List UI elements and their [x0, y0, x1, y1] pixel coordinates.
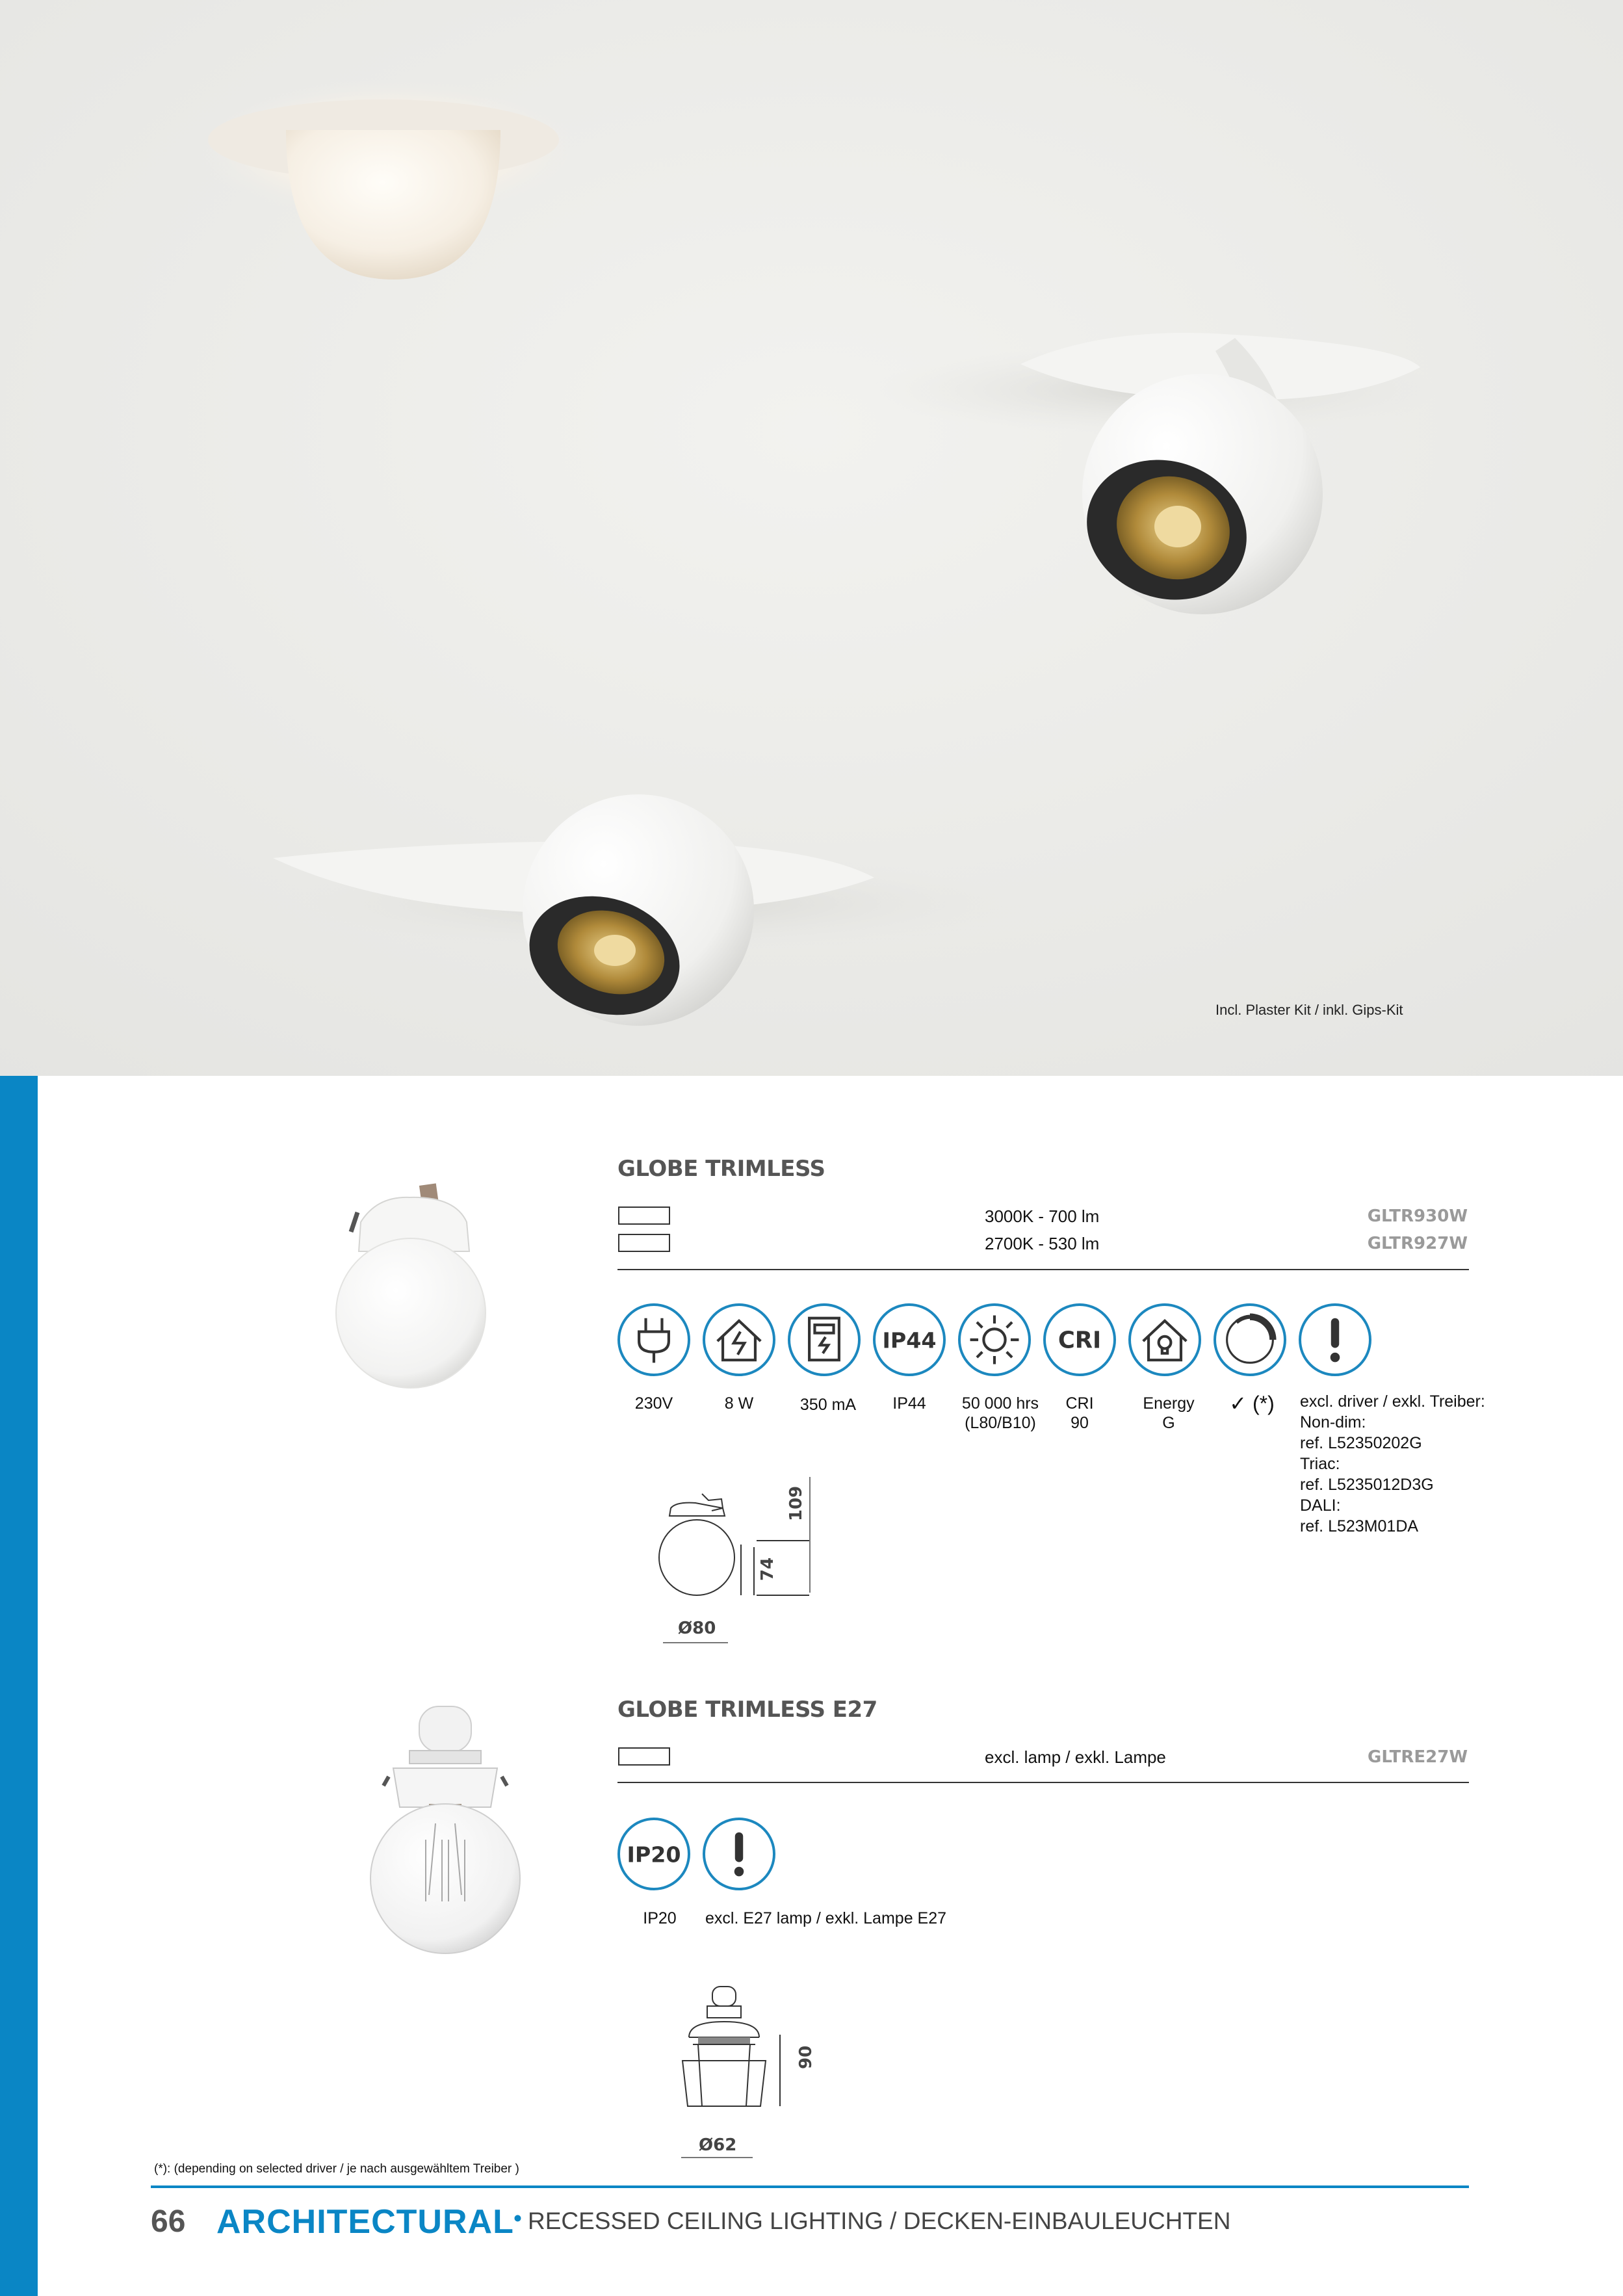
- ip-rating-icon-label: IP44: [882, 1327, 937, 1353]
- spec-ip: IP44: [892, 1394, 926, 1413]
- ceiling-lights-photo: [0, 0, 1623, 1076]
- color-swatch: [618, 1234, 670, 1252]
- subcategory-title: RECESSED CEILING LIGHTING / DECKEN-EINBAULEUCHTEN: [528, 2208, 1231, 2234]
- variant-code: GLTR930W: [1367, 1207, 1468, 1226]
- hero-caption: Incl. Plaster Kit / inkl. Gips-Kit: [1215, 1002, 1403, 1018]
- footnote: (*): (depending on selected driver / je nach ausgewähltem Treiber ): [154, 2162, 519, 2176]
- spec-current: 350 mA: [799, 1396, 857, 1414]
- spec-cri: CRI 90: [1065, 1394, 1094, 1432]
- spec-energy: Energy G: [1143, 1394, 1195, 1432]
- section-title-globe-trimless-e27: GLOBE TRIMLESS E27: [617, 1697, 877, 1723]
- footer-bullet: •: [513, 2205, 522, 2232]
- footer-rule: [151, 2185, 1469, 2188]
- spec-voltage: 230V: [634, 1394, 673, 1413]
- category-title: ARCHITECTURAL: [216, 2203, 514, 2241]
- divider: [617, 1269, 1469, 1270]
- cri-icon-label: CRI: [1058, 1327, 1102, 1354]
- plug-icon: [617, 1303, 690, 1376]
- dimension-line-diameter: [663, 1642, 728, 1643]
- color-swatch: [618, 1747, 670, 1766]
- ip-rating-icon-label: IP20: [627, 1842, 681, 1868]
- variant-code: GLTR927W: [1367, 1234, 1468, 1253]
- driver-note: excl. driver / exkl. Treiber: Non-dim: ref. L52350202G Triac: ref. L5235012D3G DALI: ref. L523M01DA: [1300, 1392, 1485, 1535]
- house-power-icon: [703, 1303, 775, 1376]
- section-title-globe-trimless: GLOBE TRIMLESS: [617, 1156, 825, 1182]
- energy-house-icon: [1128, 1303, 1201, 1376]
- driver-unit-icon: [788, 1303, 861, 1376]
- variant-value: excl. lamp / exkl. Lampe: [985, 1747, 1166, 1767]
- dimmable-icon: [1214, 1303, 1286, 1376]
- warning-icon: [703, 1818, 775, 1890]
- hero-photo: [0, 0, 1623, 1076]
- dimension-line-diameter: [681, 2157, 753, 2158]
- variant-value: 2700K - 530 lm: [985, 1234, 1100, 1253]
- dimension-74: 74: [758, 1557, 777, 1581]
- spec-lamp-note: excl. E27 lamp / exkl. Lampe E27: [705, 1909, 947, 1927]
- dimension-diameter-62: Ø62: [699, 2135, 737, 2155]
- spec-dimmable: ✓ (*): [1229, 1392, 1275, 1415]
- spec-lifetime: 50 000 hrs (L80/B10): [961, 1394, 1039, 1432]
- divider: [617, 1782, 1469, 1783]
- dimension-drawing-globe-trimless-e27: [669, 1983, 812, 2132]
- side-accent-strip: [0, 1076, 38, 2296]
- variant-value: 3000K - 700 lm: [985, 1207, 1100, 1226]
- cri-icon: [1043, 1303, 1116, 1376]
- variant-code: GLTRE27W: [1368, 1747, 1468, 1767]
- spec-power: 8 W: [724, 1394, 754, 1413]
- product-image-globe-trimless-e27: [364, 1700, 526, 1960]
- color-swatch: [618, 1207, 670, 1225]
- dimension-diameter-80: Ø80: [678, 1619, 716, 1638]
- ip-rating-icon: [873, 1303, 946, 1376]
- product-image-globe-trimless: [325, 1144, 494, 1417]
- lifetime-sun-icon: [958, 1303, 1031, 1376]
- dimension-90: 90: [796, 2045, 816, 2069]
- ip-rating-icon: [617, 1818, 690, 1890]
- page-number: 66: [151, 2204, 186, 2239]
- warning-icon: [1299, 1303, 1371, 1376]
- spec-ip: IP20: [643, 1909, 677, 1927]
- dimension-109: 109: [786, 1485, 806, 1521]
- dimension-line-109: [809, 1477, 811, 1593]
